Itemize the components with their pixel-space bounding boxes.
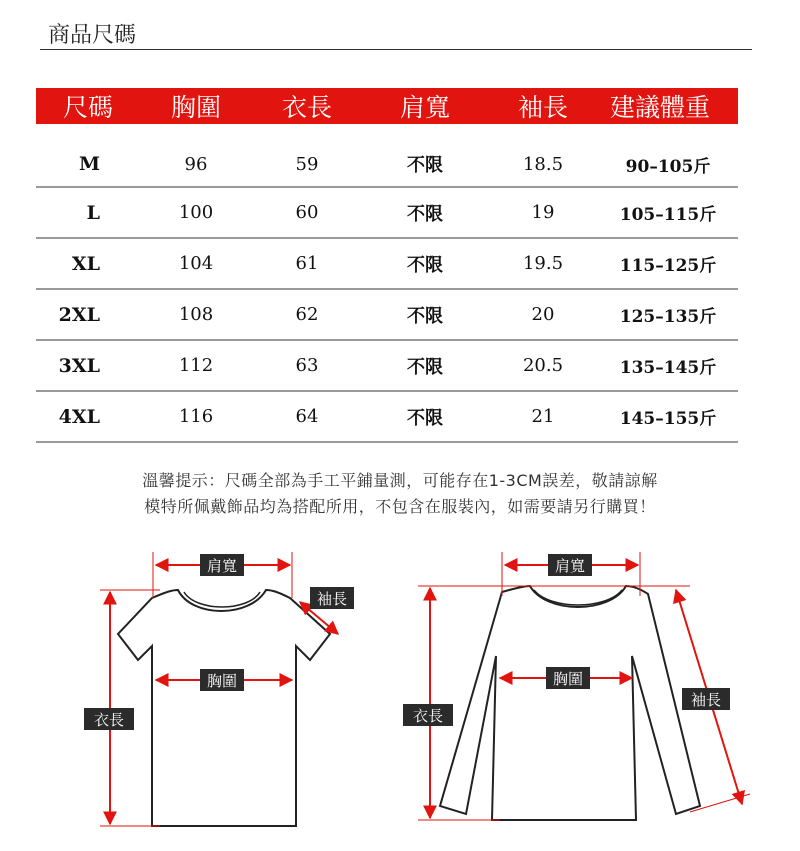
table-header [36,88,738,124]
header-chest: 胸圍 [170,93,221,122]
cell-length: 64 [295,406,319,427]
cell-sleeve: 20.5 [522,355,564,376]
longsleeve-neckline [534,590,622,605]
table-row [36,290,738,341]
tshirt-length-label: 衣長 [93,711,125,729]
cell-size: 2XL [58,303,100,326]
cell-sleeve: 20 [531,304,555,325]
measurement-diagrams [0,530,800,851]
header-length: 衣長 [281,93,332,122]
cell-shoulder: 不限 [407,305,443,327]
cell-chest: 108 [178,304,214,325]
header-size: 尺碼 [62,93,113,122]
cell-weight: 145–155斤 [619,409,717,429]
cell-chest: 104 [178,253,214,274]
measurement-note: 溫馨提示：尺碼全部為手工平鋪量測，可能存在1-3CM誤差，敬請諒解 [142,471,658,490]
cell-weight: 90–105斤 [625,156,711,177]
cell-sleeve: 19 [531,202,555,223]
cell-chest: 96 [184,153,208,175]
accessory-note: 模特所佩戴飾品均為搭配所用，不包含在服裝內，如需要請另行購買！ [144,497,656,516]
cell-chest: 116 [178,406,214,427]
tshirt-shoulder-label: 肩寬 [206,557,238,575]
cell-shoulder: 不限 [407,155,443,176]
table-row [36,142,738,188]
header-shoulder: 肩寬 [399,93,450,122]
longsleeve-sleeve-label: 袖長 [690,691,722,709]
cell-weight: 115–125斤 [619,256,717,276]
longsleeve-shoulder-label: 肩寬 [554,557,586,575]
cell-size: M [78,153,100,175]
longsleeve-diagram [403,552,750,820]
size-table [36,88,738,443]
table-row [36,188,738,239]
cell-length: 61 [295,253,319,274]
cell-chest: 100 [178,202,214,223]
cell-sleeve: 18.5 [522,153,564,175]
cell-weight: 105–115斤 [619,205,717,225]
table-row [36,239,738,290]
cell-length: 60 [295,202,319,223]
tshirt-outline [118,590,330,826]
cell-length: 59 [295,153,319,175]
tshirt-sleeve-label: 袖長 [316,590,348,608]
table-row [36,392,738,443]
cell-size: 3XL [58,354,100,377]
cell-shoulder: 不限 [407,203,443,225]
cell-shoulder: 不限 [407,356,443,378]
tshirt-diagram [84,552,354,826]
cell-size: 4XL [58,405,100,428]
longsleeve-chest-label: 胸圍 [552,670,584,688]
cell-sleeve: 19.5 [522,253,564,274]
header-sleeve: 袖長 [517,93,568,122]
table-row [36,341,738,392]
cell-shoulder: 不限 [407,407,443,429]
cell-size: XL [71,252,100,275]
cell-weight: 125–135斤 [619,307,717,327]
title-divider [40,49,752,50]
longsleeve-length-label: 衣長 [412,707,444,725]
cell-length: 62 [295,304,319,325]
cell-length: 63 [295,355,319,376]
cell-chest: 112 [178,355,214,376]
tshirt-chest-label: 胸圍 [206,672,238,690]
section-title: 商品尺碼 [48,23,137,48]
cell-shoulder: 不限 [407,254,443,276]
cell-size: L [86,201,100,224]
cell-weight: 135–145斤 [619,358,717,378]
header-weight: 建議體重 [610,93,711,122]
cell-sleeve: 21 [531,406,555,427]
longsleeve-outline [440,586,700,820]
